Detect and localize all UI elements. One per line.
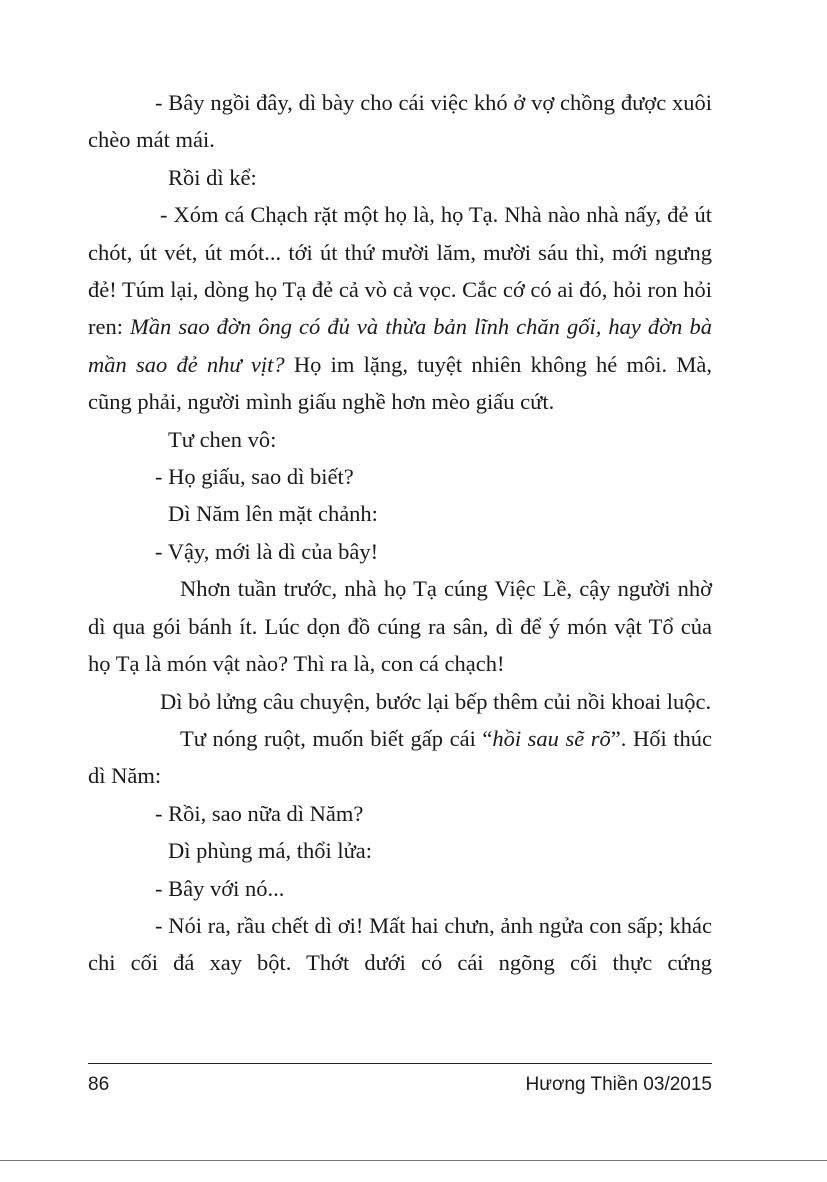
footer-divider: [88, 1063, 712, 1064]
text-run: - Nói ra, rầu chết dì ơi! Mất hai chưn, ảnh ngửa con sấp; khác chi cối đá xay bột. Thớt dưới có cái ngõng cối thực cứng: [88, 912, 712, 976]
text-run: Tư nóng ruột, muốn biết gấp cái “: [180, 725, 493, 751]
paragraph: [88, 84, 712, 159]
text-run: - Xóm cá Chạch rặt một họ là, họ Tạ. Nhà nào nhà nấy, đẻ út chót, út vét, út mót... tới út thứ mười lăm, mười sáu thì, mới ngưng đẻ! Túm lại, dòng họ Tạ đẻ cả vò cả vọc. Cắc cớ có ai đó, hỏi ron hỏi ren:: [88, 202, 712, 340]
paragraph: [88, 458, 712, 495]
paragraph: [88, 795, 712, 832]
text-run: ”. Hối thúc dì Năm:: [88, 725, 713, 789]
text-run: Nhơn tuần trước, nhà họ Tạ cúng Việc Lề, cậy người nhờ dì qua gói bánh ít. Lúc dọn đồ cúng ra sân, dì để ý món vật Tổ của họ Tạ là món vật nào? Thì ra là, con cá chạch!: [88, 576, 712, 677]
paragraph: [88, 907, 712, 982]
paragraph: [88, 495, 712, 532]
paragraph: [88, 720, 712, 795]
italic-text: Mần sao đờn ông có đủ và thừa bản lĩnh chăn gối, hay đờn bà mần sao đẻ như vịt?: [88, 314, 712, 377]
body-text: [88, 84, 712, 982]
text-run: - Vậy, mới là dì của bây!: [155, 538, 379, 564]
text-run: - Bây ngồi đây, dì bày cho cái việc khó ở vợ chồng được xuôi chèo mát mái.: [88, 90, 712, 153]
author-date: Hương Thiền 03/2015: [525, 1074, 712, 1095]
text-run: - Rồi, sao nữa dì Năm?: [155, 800, 364, 826]
paragraph: [88, 870, 712, 907]
text-run: - Họ giấu, sao dì biết?: [155, 464, 354, 490]
text-run: Rồi dì kể:: [168, 164, 257, 190]
italic-text: hồi sau sẽ rõ: [492, 725, 611, 751]
paragraph: [88, 683, 712, 720]
page-number: 86: [88, 1074, 110, 1095]
paragraph: [88, 832, 712, 869]
scan-edge-line: [0, 1160, 827, 1161]
paragraph: [88, 196, 712, 420]
paragraph: [88, 159, 712, 196]
text-run: Dì bỏ lửng câu chuyện, bước lại bếp thêm củi nồi khoai luộc.: [160, 688, 712, 714]
paragraph: [88, 570, 712, 682]
page-footer: [88, 1068, 712, 1102]
text-run: Dì phùng má, thổi lửa:: [168, 838, 373, 864]
paragraph: [88, 533, 712, 570]
paragraph: [88, 421, 712, 458]
text-run: Tư chen vô:: [168, 426, 277, 452]
text-run: Dì Năm lên mặt chảnh:: [168, 501, 378, 527]
text-run: - Bây với nó...: [155, 875, 285, 901]
text-run: Họ im lặng, tuyệt nhiên không hé môi. Mà, cũng phải, người mình giấu nghề hơn mèo giấu cứt.: [88, 351, 712, 415]
